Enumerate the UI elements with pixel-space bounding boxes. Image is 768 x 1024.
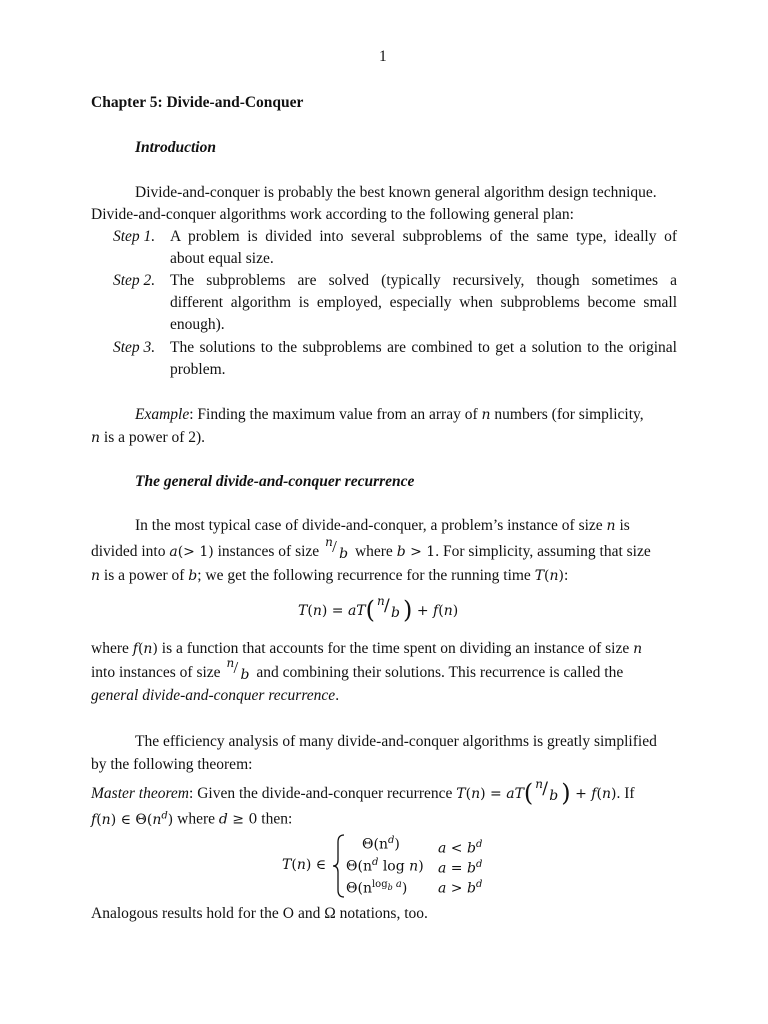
text: divided into xyxy=(91,543,166,560)
text: . For simplicity, assuming that size xyxy=(435,543,651,560)
text: notations, too. xyxy=(339,905,428,922)
master-theorem-line: Master theorem: Given the divide-and-conquer recurrence T(n) = aT( n / b ) + f(n). If xyxy=(91,777,635,807)
case-3-value: $\Theta(n^{log_b a})$ xyxy=(346,879,408,897)
recurrence-p2-line-2: into instances of size n / b and combining their solutions. This recurrence is called the xyxy=(91,656,624,683)
step-3-label: Step 3. xyxy=(113,339,156,356)
step-3-line-1: The solutions to the subproblems are combined to get a solution to the original xyxy=(170,339,677,356)
text: and combining their solutions. This recurrence is called the xyxy=(256,664,624,681)
var-n: n xyxy=(91,430,101,446)
recurrence-p1-line-2: divided into a(> 1) instances of size n / b where b > 1. For simplicity, assuming that size xyxy=(91,535,651,562)
fraction-n-over-b: n / b xyxy=(325,535,349,562)
recurrence-p1-line-3: n is a power of b; we get the following recurrence for the running time T(n): xyxy=(91,567,569,584)
step-2-line-3: enough). xyxy=(170,316,225,333)
text: . If xyxy=(616,785,635,802)
example-text: : Finding the maximum value from an array of xyxy=(189,406,478,423)
recurrence-equation: T(n) = aT( n / b ) + f(n) xyxy=(298,594,459,624)
step-1-label: Step 1. xyxy=(113,228,156,245)
step-2-label: Step 2. xyxy=(113,272,156,289)
cases-brace xyxy=(332,834,346,898)
text: Analogous results hold for the xyxy=(91,905,279,922)
text: : Given the divide-and-conquer recurrence xyxy=(189,785,453,802)
example-line-2-text: is a power of 2). xyxy=(103,429,206,446)
cases-lhs: T(n) ∈ xyxy=(282,857,327,873)
step-1-line-2: about equal size. xyxy=(170,250,274,267)
master-p-line-2: by the following theorem: xyxy=(91,756,253,773)
section-heading-introduction: Introduction xyxy=(135,139,216,156)
text: into instances of size xyxy=(91,664,221,681)
master-condition-line: f(n) ∈ $\Theta(n^d)$ where d ≥ 0 then: xyxy=(91,810,293,828)
step-2-line-1: The subproblems are solved (typically recursively, though sometimes a xyxy=(170,272,677,289)
master-label: Master theorem xyxy=(91,785,190,802)
case-1-condition: $a < b^d$ xyxy=(438,839,483,857)
term-italic: general divide-and-conquer recurrence xyxy=(91,687,336,704)
text: is a power of xyxy=(103,567,185,584)
symbol-O: O xyxy=(282,906,295,922)
section-heading-recurrence: The general divide-and-conquer recurrence xyxy=(135,473,415,490)
text: . xyxy=(335,687,340,704)
text: In the most typical case of divide-and-conquer, a problem’s instance of size xyxy=(135,517,603,534)
text: and xyxy=(297,905,321,922)
case-2-value: $\Theta(n^d$ log n) xyxy=(346,857,424,875)
symbol-omega: Ω xyxy=(324,905,336,922)
example-line-2 xyxy=(91,429,205,447)
example-text-end: numbers (for simplicity, xyxy=(494,406,644,423)
step-2-line-2: different algorithm is employed, especially when subproblems become small xyxy=(170,294,677,311)
text: where xyxy=(177,810,216,828)
chapter-title: Chapter 5: Divide-and-Conquer xyxy=(91,94,304,111)
intro-line-2: Divide-and-conquer algorithms work according to the following general plan: xyxy=(91,206,574,223)
text: instances of size xyxy=(217,543,320,560)
recurrence-p2-line-3 xyxy=(91,687,339,705)
text: where xyxy=(354,543,393,560)
text: where xyxy=(91,640,129,657)
recurrence-p1-line-1: In the most typical case of divide-and-conquer, a problem’s instance of size n is xyxy=(135,517,630,534)
case-3-condition: $a > b^d$ xyxy=(438,879,483,897)
closing-line xyxy=(91,905,428,923)
page-number: 1 xyxy=(379,48,387,65)
var-n: n xyxy=(481,407,491,423)
text: ; we get the following recurrence for the running time xyxy=(197,567,531,584)
text: is a function that accounts for the time spent on dividing an instance of size xyxy=(161,640,630,657)
master-p-line-1: The efficiency analysis of many divide-and-conquer algorithms is greatly simplified xyxy=(135,733,657,750)
text: then: xyxy=(261,810,293,828)
step-1-line-1: A problem is divided into several subproblems of the same type, ideally of xyxy=(170,228,677,245)
example-label: Example xyxy=(135,406,190,423)
case-2-condition: $a = b^d$ xyxy=(438,859,483,877)
intro-line-1: Divide-and-conquer is probably the best known general algorithm design technique. xyxy=(135,184,657,201)
case-1-value: $\Theta(n^d)$ xyxy=(362,835,400,853)
recurrence-p2-line-1: where f(n) is a function that accounts for the time spent on dividing an instance of size n xyxy=(91,640,643,657)
example-line-1 xyxy=(135,406,644,424)
step-3-line-2: problem. xyxy=(170,361,226,378)
